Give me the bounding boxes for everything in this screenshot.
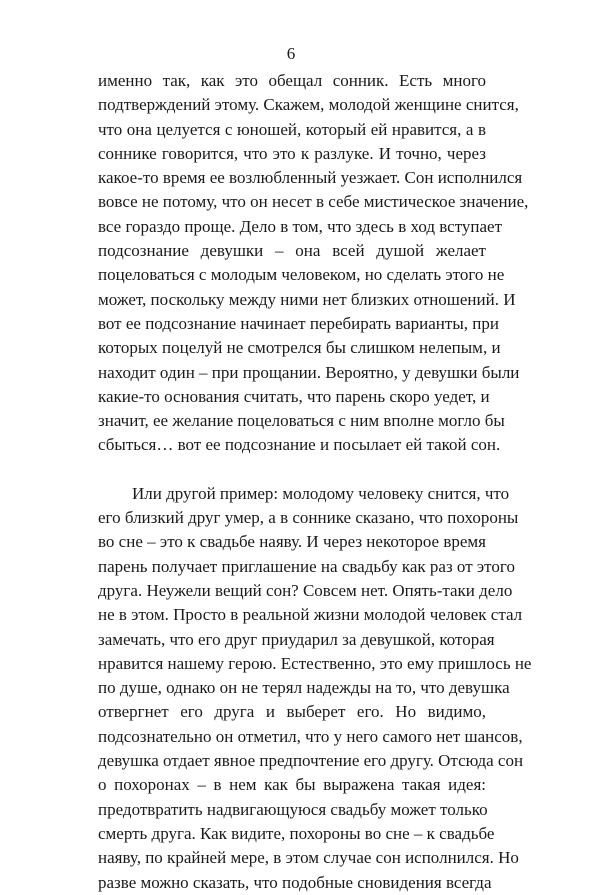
text-line: не в этом. Просто в реальной жизни молодой человек стал [98, 605, 523, 625]
text-line: все гораздо проще. Дело в том, что здесь в ход вступает [98, 216, 503, 236]
text-line: подсознательно он отметил, что у него самого нет шансов, [98, 726, 523, 746]
text-line: сбыться… вот ее подсознание и посылает ей такой сон. [98, 435, 501, 455]
text-line: какое-то время ее возлюбленный уезжает. Сон исполнился [98, 168, 523, 188]
text-line: значит, ее желание поцеловаться с ним вполне могло бы [98, 411, 505, 431]
text-line: о похоронах – в нем как бы выражена такая идея: [98, 775, 486, 795]
page-number: 6 [286, 44, 296, 63]
body-text [98, 69, 532, 895]
text-line: смерть друга. Как видите, похороны во сне – к свадьбе [98, 823, 495, 843]
text-line: парень получает приглашение на свадьбу как раз от этого [98, 556, 515, 576]
text-line: друга. Неужели вещий сон? Совсем нет. Опять-таки дело [98, 580, 513, 600]
text-line: что она целуется с юношей, который ей нравится, а в [98, 119, 486, 139]
text-line: вот ее подсознание начинает перебирать варианты, при [98, 313, 499, 333]
text-line: может, поскольку между ними нет близких отношений. И [98, 289, 516, 309]
text-line: нравится нашему герою. Естественно, это ему пришлось не [98, 653, 532, 673]
text-line: подтверждений этому. Скажем, молодой женщине снится, [98, 95, 519, 115]
paragraph-2 [98, 482, 532, 895]
text-line: находит один – при прощании. Вероятно, у девушки были [98, 362, 520, 382]
text-line: разве можно сказать, что подобные сновидения всегда [98, 872, 492, 892]
paragraph-1 [98, 69, 529, 458]
text-line-content: Или другой пример: молодому человеку снится, что [132, 483, 510, 503]
text-line: его близкий друг умер, а в соннике сказано, что похороны [98, 508, 519, 528]
text-line: девушка отдает явное предпочтение его другу. Отсюда сон [98, 751, 524, 771]
text-line: замечать, что его друг приударил за девушкой, которая [98, 629, 495, 649]
text-line: по душе, однако он не терял надежды на то, что девушка [98, 678, 510, 698]
text-line: вовсе не потому, что он несет в себе мистическое значение, [98, 192, 529, 212]
text-line: какие-то основания считать, что парень скоро уедет, и [98, 386, 490, 406]
text-line: которых поцелуй не смотрелся бы слишком нелепым, и [98, 338, 501, 358]
text-line-indented [98, 482, 510, 506]
text-line: соннике говорится, что это к разлуке. И точно, через [98, 143, 486, 163]
text-line: во сне – это к свадьбе наяву. И через некоторое время [98, 532, 486, 552]
text-line: поцеловаться с молодым человеком, но сделать этого не [98, 265, 505, 285]
text-line: наяву, по крайней мере, в этом случае сон исполнился. Но [98, 848, 519, 868]
text-line: отвергнет его друга и выберет его. Но видимо, [98, 702, 486, 722]
text-line: именно так, как это обещал сонник. Есть много [98, 71, 486, 90]
text-line: подсознание девушки – она всей душой желает [98, 241, 486, 261]
text-line: предотвратить надвигающуюся свадьбу может только [98, 799, 488, 819]
